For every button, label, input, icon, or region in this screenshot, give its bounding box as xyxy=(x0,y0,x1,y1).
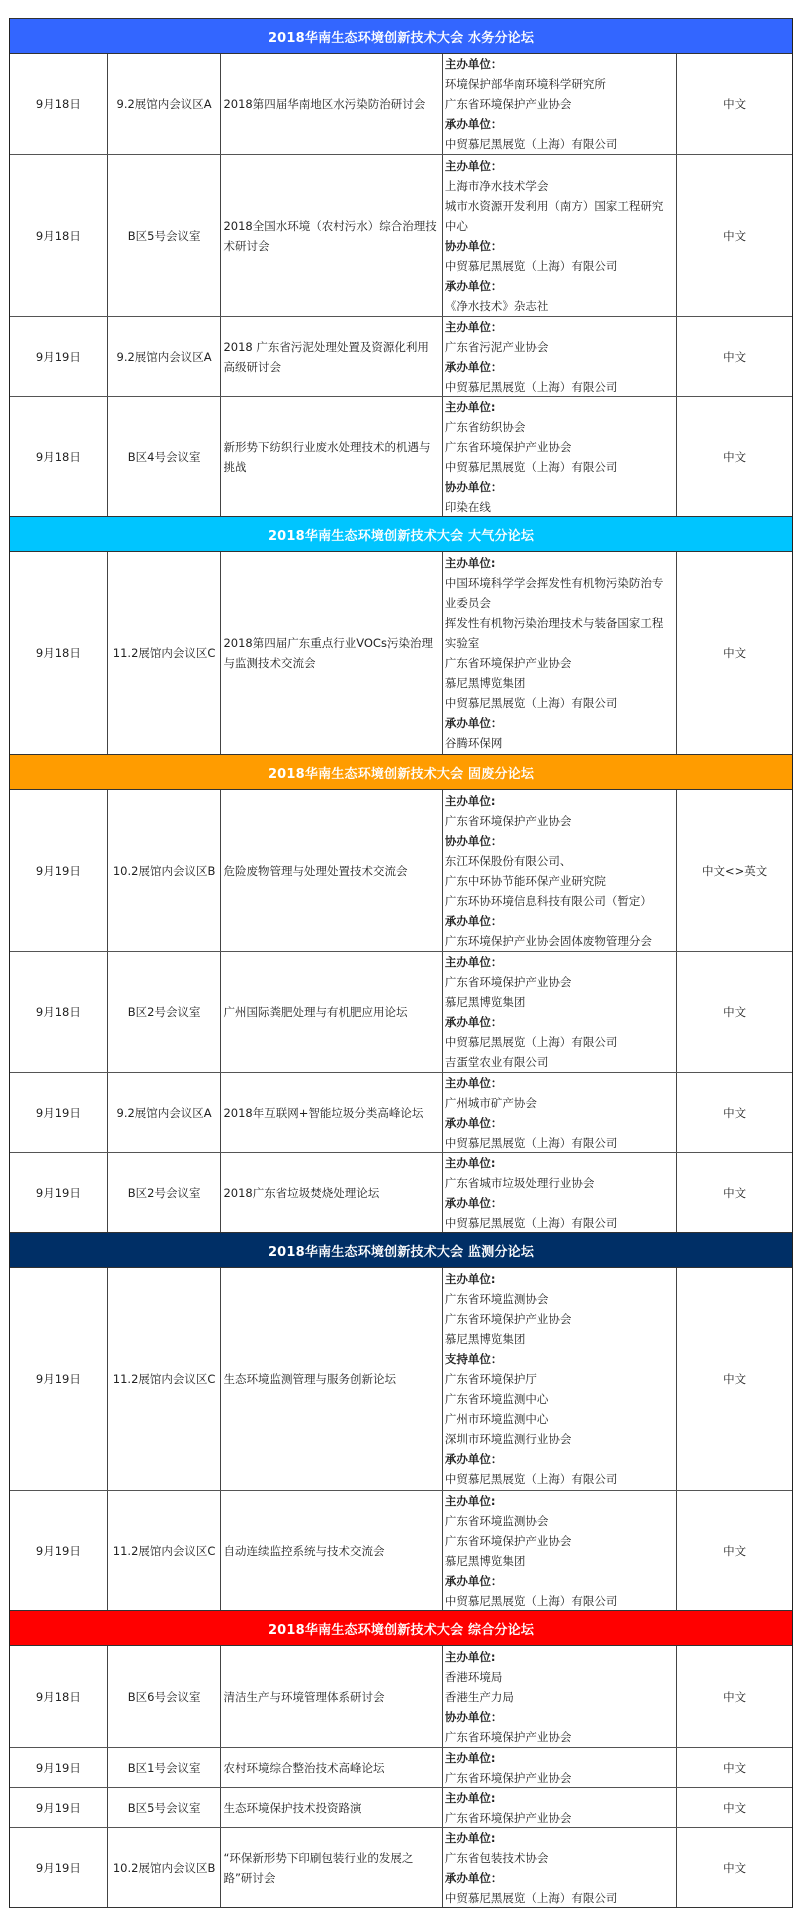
date-cell-text: 9月19日 xyxy=(35,349,81,364)
date-cell-text: 9月19日 xyxy=(35,1543,81,1558)
session-title-cell xyxy=(221,317,442,396)
date-cell xyxy=(10,397,108,516)
venue-cell xyxy=(108,397,222,516)
session-title-cell-text: 生态环境保护技术投资路演 xyxy=(223,1800,362,1815)
date-cell-text: 9月19日 xyxy=(35,863,81,878)
organizer-role-label: 主办单位： xyxy=(444,319,503,334)
session-title-cell-text: 农村环境综合整治技术高峰论坛 xyxy=(223,1760,385,1775)
table-row xyxy=(10,1787,792,1827)
session-title-cell xyxy=(221,790,442,951)
organizer-role-label: 主办单位： xyxy=(444,57,503,71)
organizer-name: 广东省环境监测协会 xyxy=(444,1513,549,1528)
organizer-role-label: 承办单位： xyxy=(444,913,503,928)
language-cell-text: 中文 xyxy=(723,1105,747,1120)
organizers-cell xyxy=(443,54,677,154)
date-cell xyxy=(10,1073,108,1152)
table-row xyxy=(10,154,792,316)
organizer-role-label: 承办单位： xyxy=(444,716,503,730)
organizer-name: 慕尼黑博览集团 xyxy=(444,995,526,1009)
language-cell-text: 中文<>英文 xyxy=(702,863,768,878)
table-row xyxy=(10,1268,792,1490)
date-cell-text: 9月19日 xyxy=(35,1860,81,1875)
language-cell xyxy=(677,1646,792,1747)
session-title-cell-text: 2018 广东省污泥处理处置及资源化利用高级研讨会 xyxy=(223,339,429,374)
organizer-role-label: 承办单位： xyxy=(444,1870,503,1885)
date-cell-text: 9月18日 xyxy=(35,449,81,464)
language-cell xyxy=(677,1788,792,1827)
venue-cell-text: 10.2展馆内会议区B xyxy=(112,863,216,878)
date-cell-text: 9月19日 xyxy=(35,1372,81,1386)
session-title-cell-text: “环保新形势下印刷包装行业的发展之路”研讨会 xyxy=(223,1850,414,1885)
organizer-name: 广东省环境保护产业协会 xyxy=(444,656,572,670)
session-title-cell xyxy=(221,952,442,1072)
date-cell xyxy=(10,790,108,951)
date-cell xyxy=(10,1828,108,1907)
organizer-role-label: 协办单位： xyxy=(444,238,503,253)
venue-cell-text: B区1号会议室 xyxy=(127,1760,201,1775)
venue-cell-text: 9.2展馆内会议区A xyxy=(116,349,212,364)
session-title-cell xyxy=(221,552,442,754)
organizers-cell xyxy=(443,952,677,1072)
organizer-name: 广东省环境监测协会 xyxy=(444,1292,549,1306)
organizer-name: 广东省环境保护产业协会 xyxy=(444,439,572,454)
session-title-cell-text: 2018年互联网+智能垃圾分类高峰论坛 xyxy=(223,1105,424,1120)
session-title-cell xyxy=(221,397,442,516)
table-row xyxy=(10,1747,792,1787)
organizer-role-label: 承办单位： xyxy=(444,1115,503,1130)
organizer-name: 慕尼黑博览集团 xyxy=(444,676,526,690)
organizers-cell xyxy=(443,1828,677,1907)
language-cell-text: 中文 xyxy=(723,97,747,111)
organizers-cell xyxy=(443,552,677,754)
session-title-cell xyxy=(221,1268,442,1490)
organizers-cell xyxy=(443,1748,677,1787)
organizer-name: 中贸慕尼黑展览（上海）有限公司 xyxy=(444,696,618,710)
organizer-role-label: 协办单位： xyxy=(444,833,503,848)
language-cell xyxy=(677,1748,792,1787)
date-cell xyxy=(10,1646,108,1747)
language-cell xyxy=(677,1828,792,1907)
organizer-name: 印染在线 xyxy=(444,499,491,514)
language-cell xyxy=(677,1073,792,1152)
organizer-name: 香港环境局 xyxy=(444,1669,503,1684)
date-cell-text: 9月18日 xyxy=(35,228,81,243)
organizer-name: 中贸慕尼黑展览（上海）有限公司 xyxy=(444,1035,618,1049)
organizers-cell xyxy=(443,1073,677,1152)
language-cell-text: 中文 xyxy=(723,1372,747,1386)
organizers-cell xyxy=(443,1268,677,1490)
table-row xyxy=(10,1646,792,1747)
section-header-solid_waste: 2018华南生态环境创新技术大会 固废分论坛 xyxy=(10,754,792,790)
session-title-cell-text: 2018第四届广东重点行业VOCs污染治理与监测技术交流会 xyxy=(223,636,433,670)
session-title-cell xyxy=(221,1491,442,1610)
organizer-name: 广东省环境监测中心 xyxy=(444,1392,549,1406)
session-title-cell-text: 广州国际粪肥处理与有机肥应用论坛 xyxy=(223,1005,408,1019)
organizer-role-label: 支持单位： xyxy=(444,1352,503,1366)
venue-cell xyxy=(108,1153,222,1232)
session-title-cell xyxy=(221,1748,442,1787)
organizer-role-label: 主办单位: xyxy=(444,1493,496,1508)
session-title-cell xyxy=(221,1073,442,1152)
organizer-role-label: 承办单位： xyxy=(444,359,503,374)
organizer-role-label: 主办单位： xyxy=(444,955,503,969)
organizer-name: 慕尼黑博览集团 xyxy=(444,1553,526,1568)
table-row xyxy=(10,316,792,396)
venue-cell-text: B区2号会议室 xyxy=(127,1005,201,1019)
language-cell xyxy=(677,317,792,396)
venue-cell xyxy=(108,1748,222,1787)
organizer-name: 广东省环境保护产业协会 xyxy=(444,1729,572,1744)
section-header-general: 2018华南生态环境创新技术大会 综合分论坛 xyxy=(10,1610,792,1646)
organizer-name: 上海市净水技术学会 xyxy=(444,178,549,193)
organizer-name: 广东省环境保护产业协会 xyxy=(444,813,572,828)
organizer-name: 东江环保股份有限公司、 xyxy=(444,853,572,868)
organizer-name: 中国环境科学学会挥发性有机物污染防治专业委员会 xyxy=(444,576,664,610)
organizers-cell xyxy=(443,1646,677,1747)
organizer-name: 广东省包装技术协会 xyxy=(444,1850,549,1865)
organizers-cell xyxy=(443,1788,677,1827)
table-row xyxy=(10,1152,792,1232)
venue-cell-text: 11.2展馆内会议区C xyxy=(112,646,216,660)
language-cell xyxy=(677,1268,792,1490)
organizer-role-label: 主办单位： xyxy=(444,158,503,173)
forum-schedule-table xyxy=(9,18,793,1908)
venue-cell xyxy=(108,1491,222,1610)
session-title-cell-text: 2018全国水环境（农村污水）综合治理技术研讨会 xyxy=(223,218,437,253)
organizers-cell xyxy=(443,317,677,396)
organizer-name: 广东省环境保护产业协会 xyxy=(444,1810,572,1825)
table-row xyxy=(10,1827,792,1907)
session-title-cell xyxy=(221,1153,442,1232)
table-row xyxy=(10,396,792,516)
organizers-cell xyxy=(443,155,677,316)
organizer-name: 中贸慕尼黑展览（上海）有限公司 xyxy=(444,1135,618,1150)
organizer-name: 广东中环协节能环保产业研究院 xyxy=(444,873,606,888)
session-title-cell xyxy=(221,155,442,316)
organizer-name: 中贸慕尼黑展览（上海）有限公司 xyxy=(444,1215,618,1230)
table-row xyxy=(10,790,792,951)
date-cell xyxy=(10,317,108,396)
section-header-air: 2018华南生态环境创新技术大会 大气分论坛 xyxy=(10,516,792,552)
organizer-name: 中贸慕尼黑展览（上海）有限公司 xyxy=(444,1890,618,1905)
language-cell xyxy=(677,397,792,516)
organizer-name: 广州城市矿产协会 xyxy=(444,1095,537,1110)
venue-cell xyxy=(108,952,222,1072)
organizer-name: 谷腾环保网 xyxy=(444,736,503,750)
language-cell-text: 中文 xyxy=(723,1800,747,1815)
organizer-name: 广东省污泥产业协会 xyxy=(444,339,549,354)
organizer-role-label: 主办单位: xyxy=(444,1649,496,1664)
venue-cell xyxy=(108,1073,222,1152)
organizer-role-label: 主办单位: xyxy=(444,1750,496,1765)
organizer-name: 挥发性有机物污染治理技术与装备国家工程实验室 xyxy=(444,616,664,650)
session-title-cell-text: 新形势下纺织行业废水处理技术的机遇与挑战 xyxy=(223,439,431,474)
organizer-role-label: 主办单位: xyxy=(444,399,496,414)
venue-cell-text: B区4号会议室 xyxy=(127,449,201,464)
organizer-name: 城市水资源开发利用（南方）国家工程研究中心 xyxy=(444,198,664,233)
organizer-name: 广东省环境保护厅 xyxy=(444,1372,537,1386)
language-cell-text: 中文 xyxy=(723,1543,747,1558)
organizer-name: 广东环协环境信息科技有限公司（暂定） xyxy=(444,893,652,908)
organizer-role-label: 承办单位： xyxy=(444,1015,503,1029)
venue-cell xyxy=(108,1788,222,1827)
date-cell-text: 9月19日 xyxy=(35,1760,81,1775)
organizer-role-label: 主办单位: xyxy=(444,793,496,808)
organizer-name: 慕尼黑博览集团 xyxy=(444,1332,526,1346)
date-cell-text: 9月18日 xyxy=(35,1005,81,1019)
venue-cell xyxy=(108,1268,222,1490)
venue-cell xyxy=(108,790,222,951)
organizer-role-label: 主办单位： xyxy=(444,1075,503,1090)
language-cell xyxy=(677,54,792,154)
organizers-cell xyxy=(443,1491,677,1610)
date-cell xyxy=(10,155,108,316)
venue-cell xyxy=(108,1646,222,1747)
venue-cell-text: B区5号会议室 xyxy=(127,1800,201,1815)
organizer-name: 广东省城市垃圾处理行业协会 xyxy=(444,1175,595,1190)
organizer-role-label: 承办单位： xyxy=(444,1195,503,1210)
language-cell xyxy=(677,790,792,951)
organizer-role-label: 承办单位： xyxy=(444,1573,503,1588)
table-row xyxy=(10,54,792,154)
organizer-role-label: 协办单位： xyxy=(444,1709,503,1724)
venue-cell-text: 11.2展馆内会议区C xyxy=(112,1543,216,1558)
table-row xyxy=(10,1490,792,1610)
session-title-cell-text: 生态环境监测管理与服务创新论坛 xyxy=(223,1372,396,1386)
organizer-name: 中贸慕尼黑展览（上海）有限公司 xyxy=(444,1472,618,1486)
organizer-name: 广东省环境保护产业协会 xyxy=(444,97,572,111)
language-cell-text: 中文 xyxy=(723,349,747,364)
organizer-name: 《净水技术》杂志社 xyxy=(444,298,549,313)
language-cell-text: 中文 xyxy=(723,1760,747,1775)
organizer-role-label: 承办单位： xyxy=(444,278,503,293)
organizer-role-label: 主办单位: xyxy=(444,1272,496,1286)
organizer-name: 吉蛋堂农业有限公司 xyxy=(444,1055,549,1069)
language-cell xyxy=(677,952,792,1072)
date-cell xyxy=(10,1788,108,1827)
organizer-name: 广东环境保护产业协会固体废物管理分会 xyxy=(444,933,652,948)
organizers-cell xyxy=(443,397,677,516)
organizer-role-label: 主办单位: xyxy=(444,1155,496,1170)
table-row xyxy=(10,552,792,754)
venue-cell xyxy=(108,54,222,154)
date-cell-text: 9月18日 xyxy=(35,97,81,111)
venue-cell xyxy=(108,1828,222,1907)
session-title-cell-text: 2018广东省垃圾焚烧处理论坛 xyxy=(223,1185,380,1200)
table-row xyxy=(10,951,792,1072)
session-title-cell xyxy=(221,1646,442,1747)
table-row xyxy=(10,1072,792,1152)
section-header-water: 2018华南生态环境创新技术大会 水务分论坛 xyxy=(10,18,792,54)
date-cell xyxy=(10,952,108,1072)
organizer-name: 中贸慕尼黑展览（上海）有限公司 xyxy=(444,137,618,151)
date-cell-text: 9月18日 xyxy=(35,1689,81,1704)
organizer-name: 深圳市环境监测行业协会 xyxy=(444,1432,572,1446)
organizer-name: 广东省环境保护产业协会 xyxy=(444,1533,572,1548)
date-cell-text: 9月19日 xyxy=(35,1185,81,1200)
venue-cell xyxy=(108,317,222,396)
session-title-cell-text: 清洁生产与环境管理体系研讨会 xyxy=(223,1689,385,1704)
date-cell xyxy=(10,552,108,754)
venue-cell-text: 9.2展馆内会议区A xyxy=(116,97,212,111)
venue-cell-text: B区2号会议室 xyxy=(127,1185,201,1200)
venue-cell-text: 11.2展馆内会议区C xyxy=(112,1372,216,1386)
organizer-role-label: 主办单位: xyxy=(444,1790,496,1805)
venue-cell-text: B区5号会议室 xyxy=(127,228,201,243)
organizers-cell xyxy=(443,790,677,951)
language-cell xyxy=(677,552,792,754)
organizer-role-label: 主办单位: xyxy=(444,556,496,570)
organizer-role-label: 承办单位： xyxy=(444,1452,503,1466)
language-cell-text: 中文 xyxy=(723,1185,747,1200)
venue-cell-text: B区6号会议室 xyxy=(127,1689,201,1704)
date-cell-text: 9月19日 xyxy=(35,1800,81,1815)
organizer-role-label: 主办单位: xyxy=(444,1830,496,1845)
organizer-name: 广州市环境监测中心 xyxy=(444,1412,549,1426)
session-title-cell xyxy=(221,1788,442,1827)
date-cell xyxy=(10,1153,108,1232)
language-cell-text: 中文 xyxy=(723,228,747,243)
date-cell xyxy=(10,1491,108,1610)
language-cell xyxy=(677,1491,792,1610)
language-cell-text: 中文 xyxy=(723,1005,747,1019)
organizer-name: 中贸慕尼黑展览（上海）有限公司 xyxy=(444,379,618,394)
organizer-name: 中贸慕尼黑展览（上海）有限公司 xyxy=(444,1593,618,1608)
organizers-cell xyxy=(443,1153,677,1232)
organizer-name: 广东省环境保护产业协会 xyxy=(444,1312,572,1326)
section-header-monitoring: 2018华南生态环境创新技术大会 监测分论坛 xyxy=(10,1232,792,1268)
date-cell-text: 9月18日 xyxy=(35,646,81,660)
organizer-name: 广东省环境保护产业协会 xyxy=(444,1770,572,1785)
organizer-name: 中贸慕尼黑展览（上海）有限公司 xyxy=(444,459,618,474)
language-cell xyxy=(677,1153,792,1232)
organizer-role-label: 承办单位： xyxy=(444,117,503,131)
date-cell xyxy=(10,1748,108,1787)
language-cell-text: 中文 xyxy=(723,646,747,660)
venue-cell-text: 10.2展馆内会议区B xyxy=(112,1860,216,1875)
organizer-name: 环境保护部华南环境科学研究所 xyxy=(444,77,606,91)
organizer-name: 广东省纺织协会 xyxy=(444,419,526,434)
language-cell-text: 中文 xyxy=(723,1689,747,1704)
date-cell-text: 9月19日 xyxy=(35,1105,81,1120)
session-title-cell xyxy=(221,54,442,154)
language-cell xyxy=(677,155,792,316)
date-cell xyxy=(10,54,108,154)
venue-cell xyxy=(108,155,222,316)
organizer-name: 香港生产力局 xyxy=(444,1689,514,1704)
organizer-name: 中贸慕尼黑展览（上海）有限公司 xyxy=(444,258,618,273)
language-cell-text: 中文 xyxy=(723,449,747,464)
venue-cell xyxy=(108,552,222,754)
session-title-cell-text: 自动连续监控系统与技术交流会 xyxy=(223,1543,385,1558)
organizer-name: 广东省环境保护产业协会 xyxy=(444,975,572,989)
date-cell xyxy=(10,1268,108,1490)
language-cell-text: 中文 xyxy=(723,1860,747,1875)
session-title-cell-text: 2018第四届华南地区水污染防治研讨会 xyxy=(223,97,426,111)
venue-cell-text: 9.2展馆内会议区A xyxy=(116,1105,212,1120)
session-title-cell xyxy=(221,1828,442,1907)
session-title-cell-text: 危险废物管理与处理处置技术交流会 xyxy=(223,863,408,878)
organizer-role-label: 协办单位： xyxy=(444,479,503,494)
